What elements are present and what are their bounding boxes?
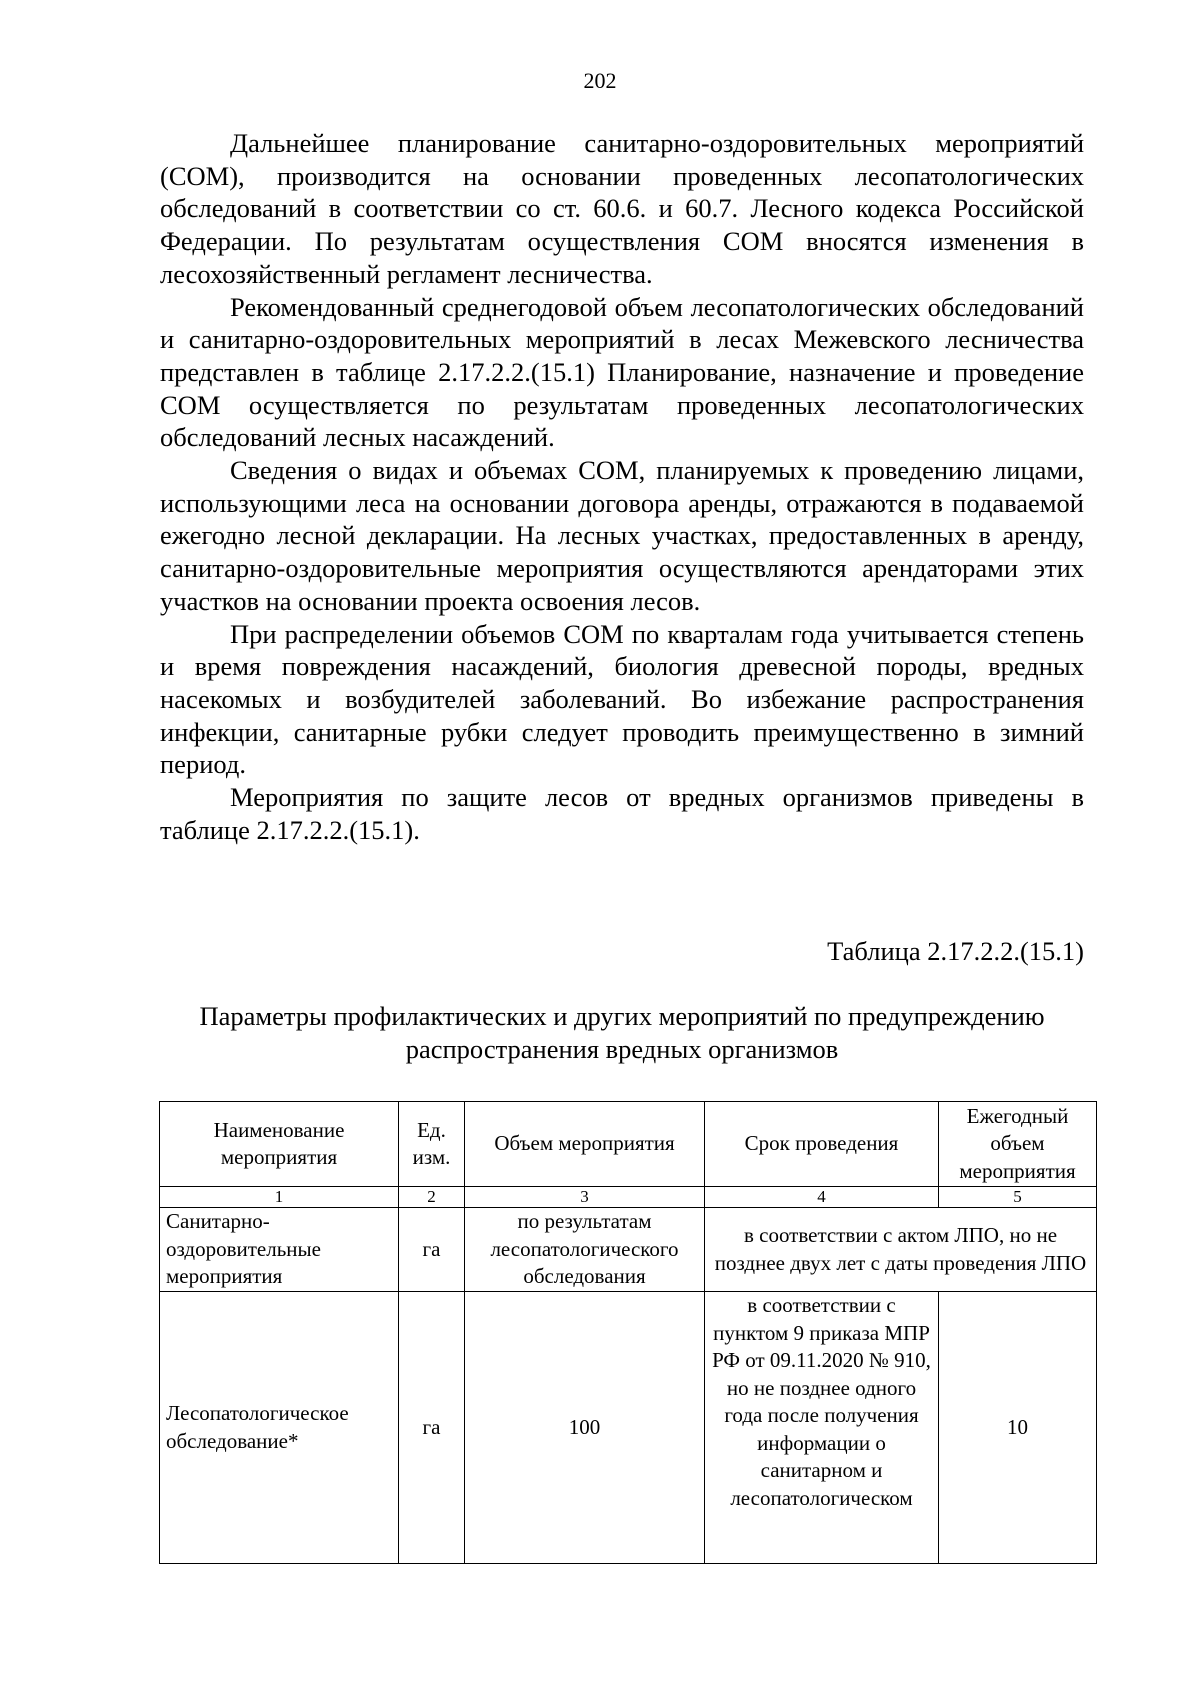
- header-unit: Ед. изм.: [399, 1102, 465, 1187]
- row-2-annual: 10: [939, 1292, 1097, 1564]
- page-number: 202: [583, 68, 617, 93]
- table-title-line-1: Параметры профилактических и других мероприятий по предупреждению: [199, 1001, 1045, 1031]
- paragraph-5: Мероприятия по защите лесов от вредных организмов приведены в таблице 2.17.2.2.(15.1).: [160, 782, 1084, 845]
- column-number-4: 4: [705, 1187, 939, 1208]
- row-2-volume: 100: [465, 1292, 705, 1564]
- table-row: [160, 1292, 1097, 1564]
- row-1-term-merged: в соответствии с актом ЛПО, но не позднее двух лет с даты проведения ЛПО: [705, 1208, 1097, 1292]
- table-caption: Таблица 2.17.2.2.(15.1): [827, 936, 1084, 966]
- body-text: [160, 127, 1084, 846]
- column-number-3: 3: [465, 1187, 705, 1208]
- header-volume: Объем мероприятия: [465, 1102, 705, 1187]
- header-name: Наименование мероприятия: [160, 1102, 399, 1187]
- column-number-row: [160, 1187, 1097, 1208]
- row-2-term: в соответствии с пунктом 9 приказа МПР РФ от 09.11.2020 № 910, но не позднее одного года после получения информации о санитарном и лесопатологическом: [705, 1292, 939, 1564]
- table-title-line-2: распространения вредных организмов: [405, 1033, 839, 1064]
- column-number-1: 1: [160, 1187, 399, 1208]
- row-2-name: Лесопатологическое обследование*: [160, 1292, 399, 1564]
- paragraph-4: При распределении объемов СОМ по кварталам года учитывается степень и время повреждения насаждений, биология древесной породы, вредных насекомых и возбудителей заболеваний. Во избежание распространения инфекции, санитарные рубки следует проводить преимущественно в зимний период.: [160, 618, 1084, 780]
- column-number-2: 2: [399, 1187, 465, 1208]
- table-row: [160, 1208, 1097, 1292]
- table-title: [160, 1000, 1084, 1065]
- paragraph-3: Сведения о видах и объемах СОМ, планируемых к проведению лицами, использующими леса на основании договора аренды, отражаются в подаваемой ежегодно лесной декларации. На лесных участках, предоставленных в аренду, санитарно-оздоровительные мероприятия осуществляются арендаторами этих участков на основании проекта освоения лесов.: [160, 455, 1084, 616]
- row-2-unit: га: [399, 1292, 465, 1564]
- column-number-5: 5: [939, 1187, 1097, 1208]
- paragraph-1: Дальнейшее планирование санитарно-оздоровительных мероприятий (СОМ), производится на основании проведенных лесопатологических обследований в соответствии со ст. 60.6. и 60.7. Лесного кодекса Российской Федерации. По результатам осуществления СОМ вносятся изменения в лесохозяйственный регламент лесничества.: [160, 128, 1084, 289]
- row-1-name: Санитарно-оздоровительные мероприятия: [160, 1208, 399, 1292]
- row-1-unit: га: [399, 1208, 465, 1292]
- table-header-row: [160, 1102, 1097, 1187]
- row-1-volume: по результатам лесопатологического обследования: [465, 1208, 705, 1292]
- measures-table: [159, 1101, 1097, 1564]
- header-annual: Ежегодный объем мероприятия: [939, 1102, 1097, 1187]
- header-term: Срок проведения: [705, 1102, 939, 1187]
- paragraph-2: Рекомендованный среднегодовой объем лесопатологических обследований и санитарно-оздоровительных мероприятий в лесах Межевского лесничества представлен в таблице 2.17.2.2.(15.1) Планирование, назначение и проведение СОМ осуществляется по результатам проведенных лесопатологических обследований лесных насаждений.: [160, 291, 1084, 453]
